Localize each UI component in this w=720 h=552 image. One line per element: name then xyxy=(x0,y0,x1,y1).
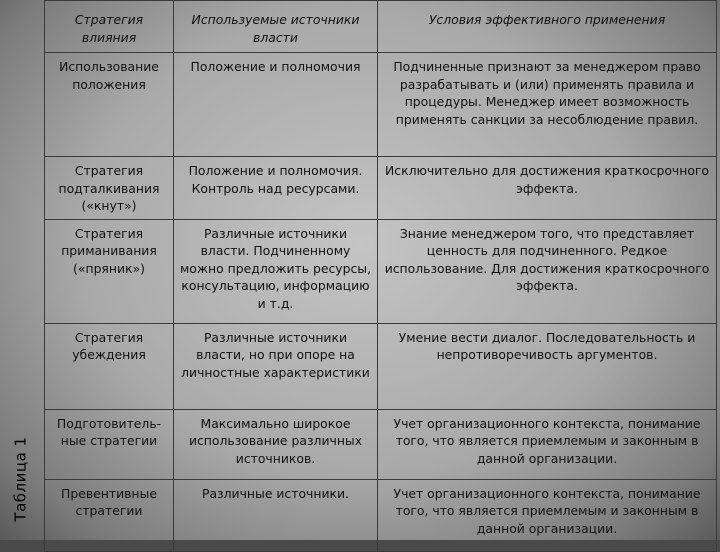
table-row xyxy=(45,53,717,157)
cell-sources: Различные источники власти, но при опоре на личностные характеристики xyxy=(174,323,378,409)
cell-sources: Максимально широкое использование различных источников. xyxy=(174,409,378,479)
cell-strategy: Подготовитель-ные стратегии xyxy=(45,409,174,479)
cell-strategy: Использование положения xyxy=(45,53,174,157)
cell-strategy: Превентивные стратегии xyxy=(45,479,174,551)
cell-strategy: Стратегия убеждения xyxy=(45,323,174,409)
cell-conditions: Знание менеджером того, что представляет ценность для подчиненного. Редкое использование. Для достижения краткосрочного эффекта. xyxy=(378,219,717,323)
table-row xyxy=(45,479,717,551)
cell-conditions: Учет организационного контекста, понимание того, что является приемлемым и законным в данной организации. xyxy=(378,409,717,479)
cell-sources: Положение и полномочия xyxy=(174,53,378,157)
cell-conditions: Исключительно для достижения краткосрочного эффекта. xyxy=(378,157,717,220)
header-sources: Используемые источники власти xyxy=(174,1,378,53)
strategies-table xyxy=(44,0,717,552)
table-caption-label: Таблица 1 xyxy=(12,436,30,522)
table-row xyxy=(45,323,717,409)
table-row xyxy=(45,157,717,220)
cell-sources: Различные источники власти. Подчиненному можно предложить ресурсы, консультацию, информацию и т.д. xyxy=(174,219,378,323)
header-strategy: Стратегия влияния xyxy=(45,1,174,53)
cell-strategy: Стратегия приманивания («пряник») xyxy=(45,219,174,323)
table-header-row xyxy=(45,1,717,53)
cell-sources: Положение и полномочия. Контроль над ресурсами. xyxy=(174,157,378,220)
cell-sources: Различные источники. xyxy=(174,479,378,551)
table-row xyxy=(45,409,717,479)
header-conditions: Условия эффективного применения xyxy=(378,1,717,53)
table-row xyxy=(45,219,717,323)
side-caption xyxy=(6,0,36,540)
cell-conditions: Учет организационного контекста, понимание того, что является приемлемым и законным в данной организации. xyxy=(378,479,717,551)
cell-conditions: Подчиненные признают за менеджером право разрабатывать и (или) применять правила и процедуры. Менеджер имеет возможность применять санкции за несоблюдение правил. xyxy=(378,53,717,157)
cell-strategy: Стратегия подталкивания («кнут») xyxy=(45,157,174,220)
cell-conditions: Умение вести диалог. Последовательность и непротиворечивость аргументов. xyxy=(378,323,717,409)
